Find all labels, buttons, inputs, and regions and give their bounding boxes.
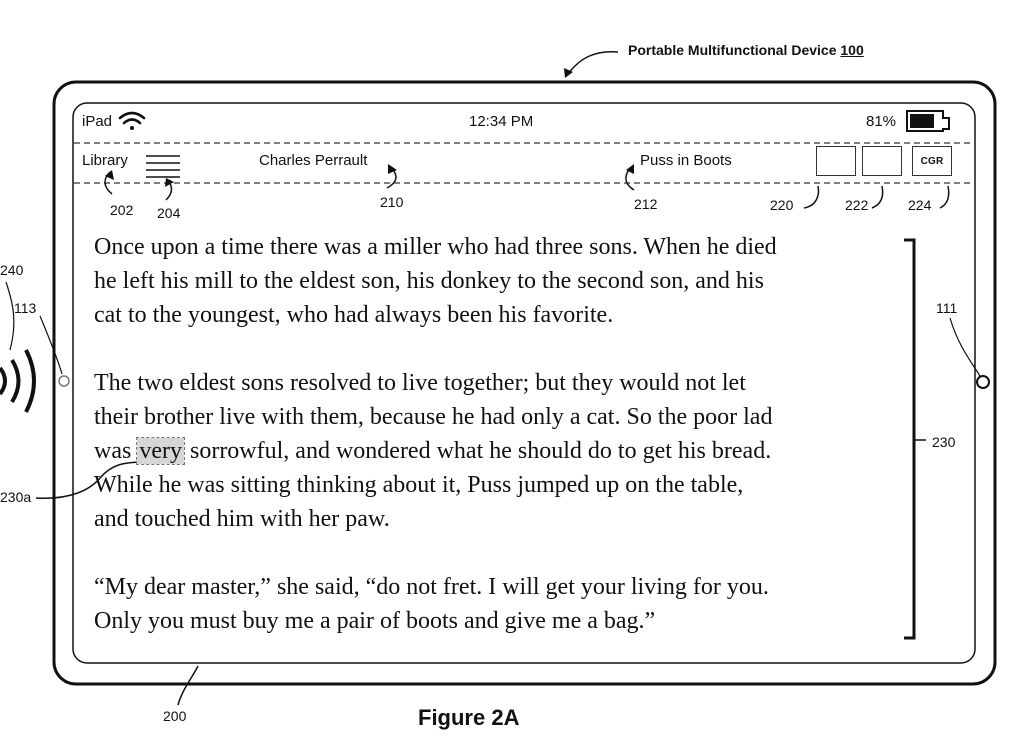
ref-240: 240 [0, 262, 24, 278]
left-port [59, 376, 69, 386]
device-arrow [568, 52, 618, 74]
ref-204: 204 [157, 205, 181, 221]
wifi-icon [120, 113, 144, 130]
story-paragraph-3 [94, 570, 914, 638]
story-line: While he was sitting thinking about it, Puss jumped up on the table, [94, 472, 744, 498]
ref-220: 220 [770, 197, 794, 213]
story-line: he left his mill to the eldest son, his donkey to the second son, and his [94, 268, 764, 294]
story-line: cat to the youngest, who had always been his favorite. [94, 302, 614, 328]
battery-icon [906, 110, 944, 132]
ref-113: 113 [14, 300, 37, 316]
ref-200: 200 [163, 708, 187, 724]
status-battery-percent: 81% [866, 113, 897, 130]
story-line: The two eldest sons resolved to live together; but they would not let [94, 370, 746, 396]
ref-111: 111 [936, 300, 958, 316]
story-line: and touched him with her paw. [94, 506, 390, 532]
figure-caption: Figure 2A [418, 705, 520, 730]
home-button[interactable] [977, 376, 989, 388]
sound-waves-icon [0, 350, 34, 412]
battery-nub [942, 117, 950, 130]
story-line [94, 434, 914, 468]
leader-224 [940, 186, 949, 208]
ref-222: 222 [845, 197, 869, 213]
device-ref: 100 [840, 42, 864, 58]
story-line: Only you must buy me a pair of boots and give me a bag.” [94, 608, 656, 634]
story-fragment: sorrowful, and wondered what he should do to get his bread. [189, 438, 772, 464]
status-time: 12:34 PM [469, 113, 534, 130]
ref-230: 230 [932, 434, 956, 450]
book-title-label: Puss in Boots [640, 152, 732, 169]
device-label: Portable Multifunctional Device [628, 42, 837, 58]
ref-212: 212 [634, 196, 658, 212]
leader-113 [40, 316, 62, 374]
battery-fill [910, 114, 934, 128]
leader-222 [872, 186, 883, 208]
list-icon[interactable] [146, 156, 180, 177]
cgr-button[interactable] [912, 146, 952, 176]
leader-240 [6, 282, 14, 350]
leader-210-arrowhead [388, 164, 397, 174]
leader-220 [804, 186, 818, 208]
author-label: Charles Perrault [259, 152, 368, 169]
ref-224: 224 [908, 197, 932, 213]
story-paragraph-2 [94, 366, 914, 536]
ref-210: 210 [380, 194, 404, 210]
audio-button[interactable] [816, 146, 856, 176]
device-title [628, 42, 864, 58]
story-line: their brother live with them, because he had only a cat. So the poor lad [94, 404, 773, 430]
story-word: was [94, 438, 132, 464]
story-paragraph-1 [94, 230, 914, 332]
dog-button[interactable] [862, 146, 902, 176]
ref-202: 202 [110, 202, 134, 218]
library-button[interactable]: Library [82, 152, 128, 169]
story-line: Once upon a time there was a miller who had three sons. When he died [94, 234, 777, 260]
highlighted-word[interactable]: very [139, 438, 182, 464]
story-line: “My dear master,” she said, “do not fret. I will get your living for you. [94, 574, 769, 600]
ref-230a: 230a [0, 489, 32, 505]
cgr-label: CGR [920, 155, 944, 167]
leader-204-arrowhead [165, 178, 174, 187]
status-device-name: iPad [82, 113, 113, 130]
